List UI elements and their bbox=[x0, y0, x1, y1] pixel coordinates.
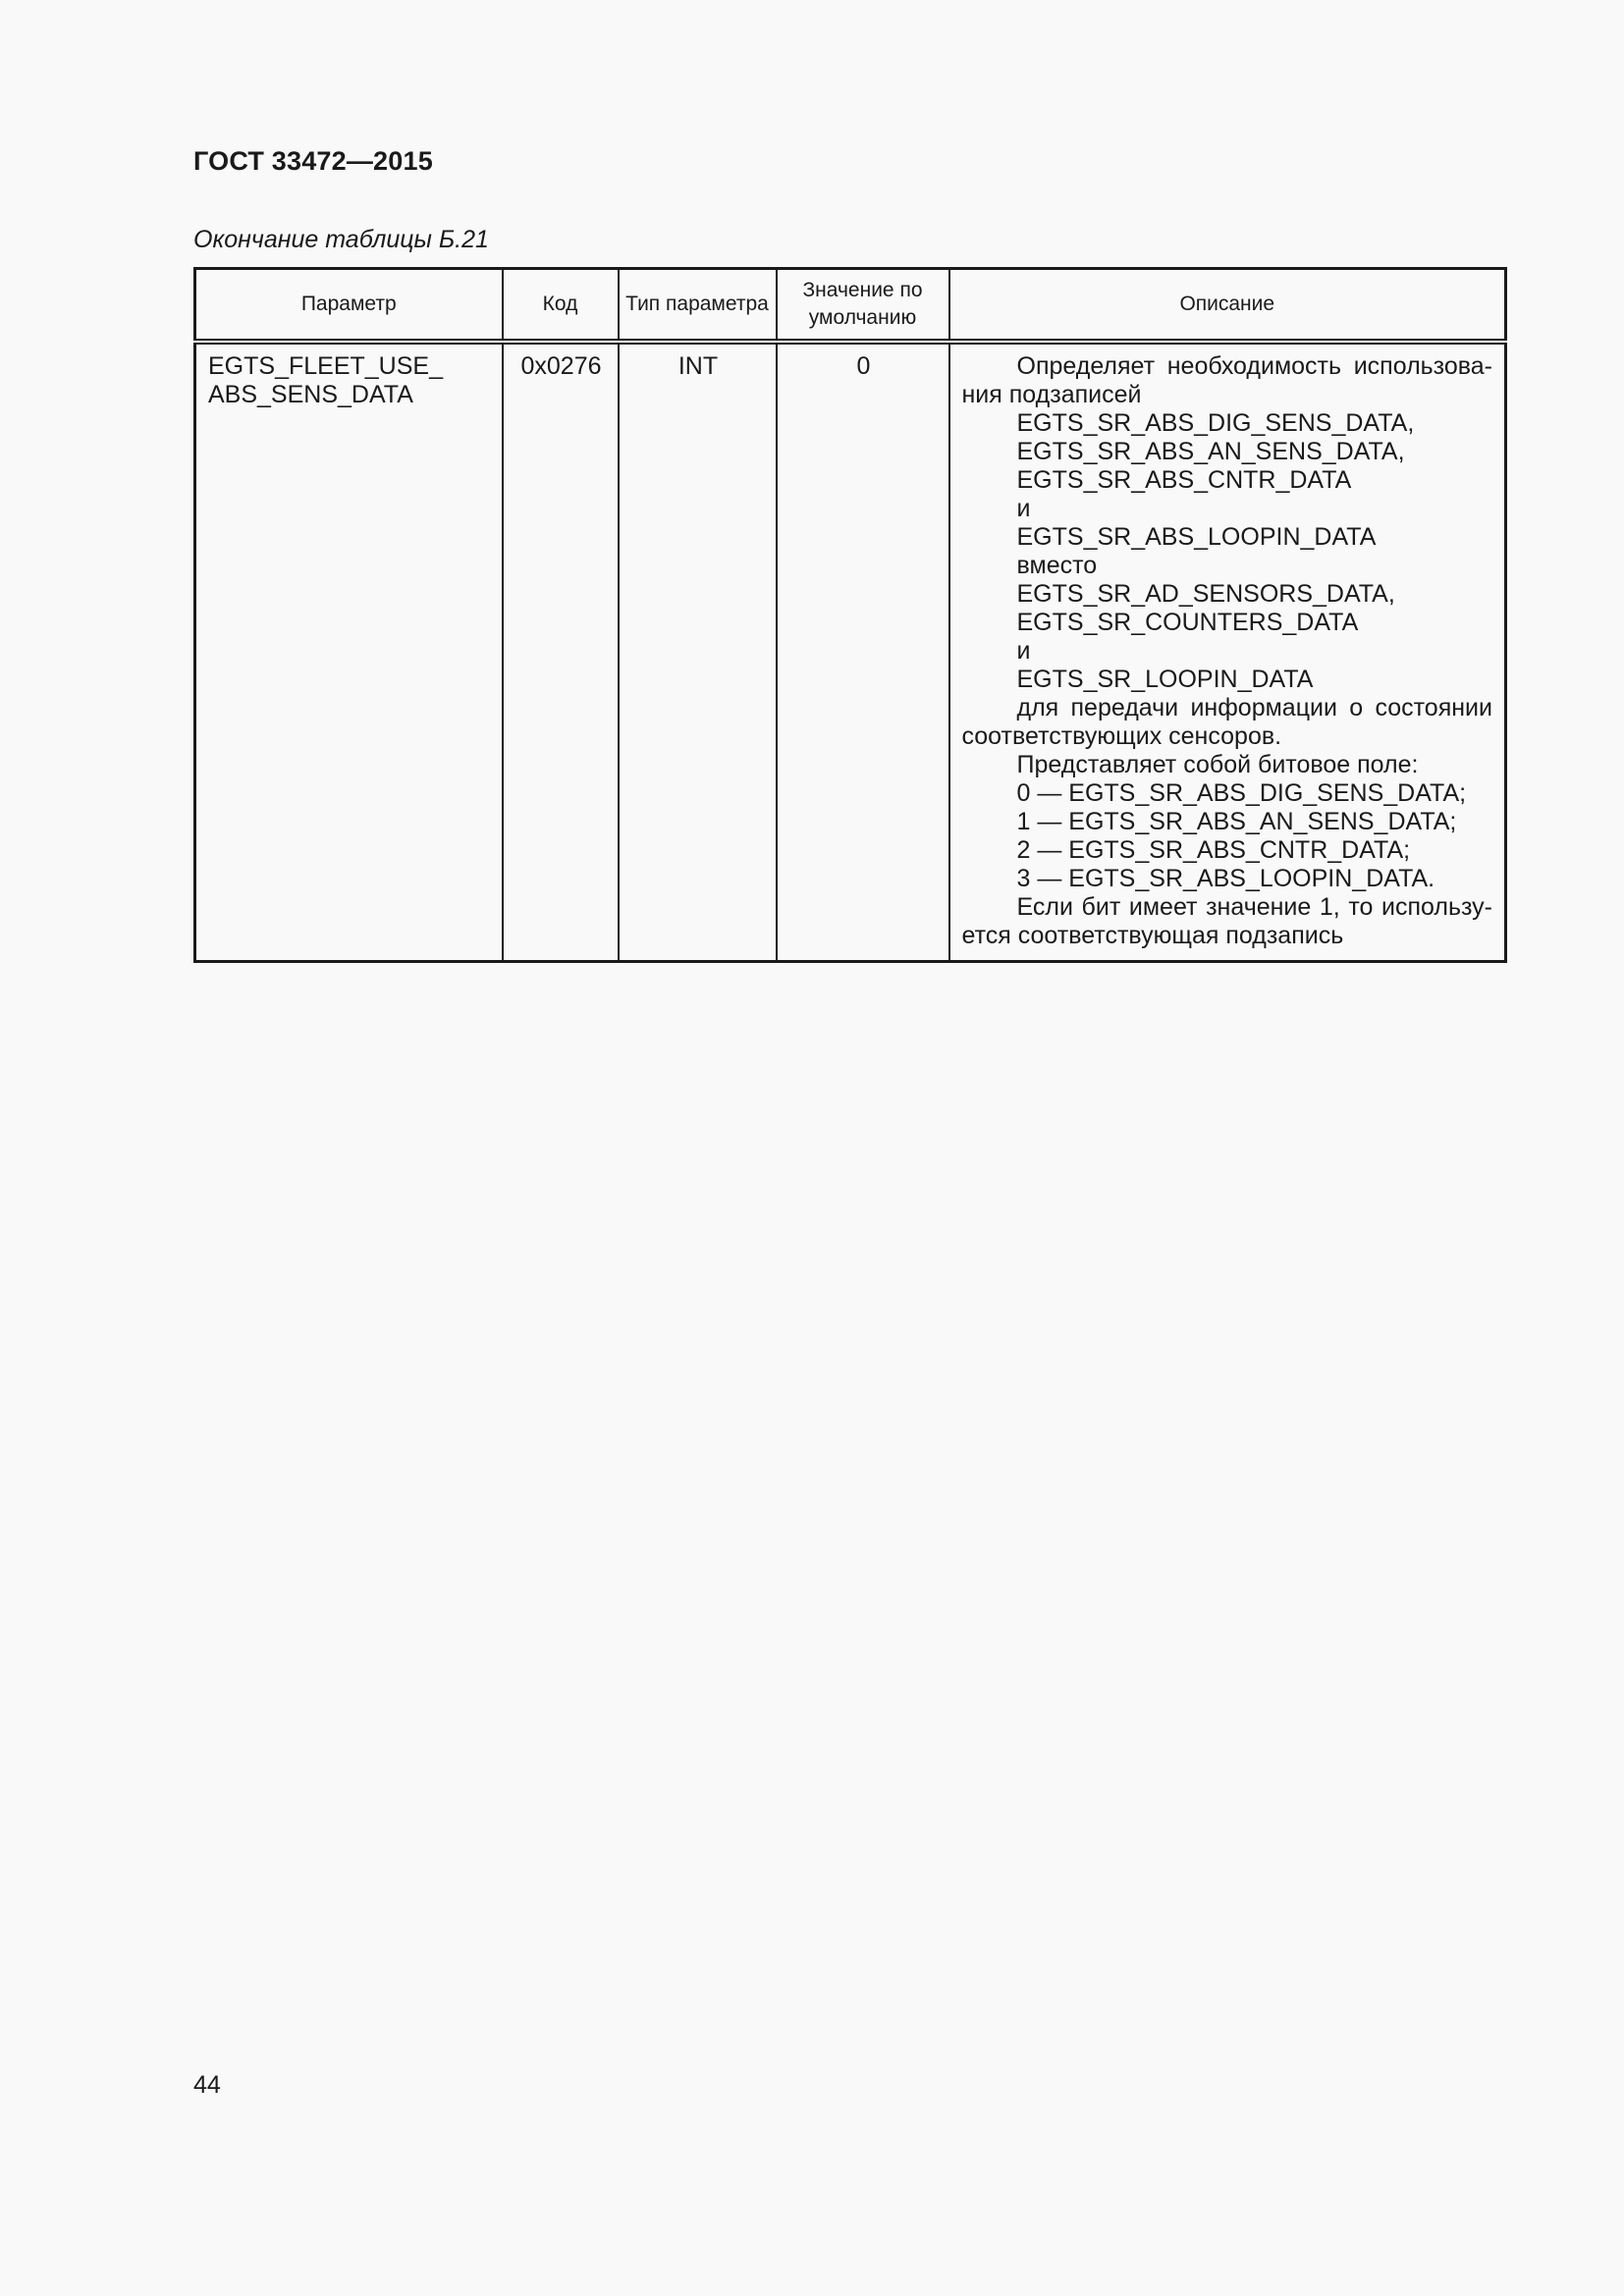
description-line: ется соответствующая подзапись bbox=[961, 922, 1344, 949]
parameter-description-cell bbox=[949, 342, 1506, 962]
description-line: и bbox=[1016, 495, 1031, 522]
parameter-name-line: EGTS_FLEET_USE_ bbox=[208, 352, 443, 380]
parameter-table bbox=[193, 267, 1507, 963]
description-line: Представляет собой битовое поле: bbox=[1016, 751, 1419, 778]
description-line: 1 — EGTS_SR_ABS_AN_SENS_DATA; bbox=[1016, 808, 1457, 835]
column-header-type: Тип параметра bbox=[619, 269, 777, 343]
description-line: EGTS_SR_ABS_LOOPIN_DATA bbox=[1016, 523, 1377, 551]
description-line: 0 — EGTS_SR_ABS_DIG_SENS_DATA; bbox=[1016, 779, 1467, 807]
description-line: EGTS_SR_ABS_CNTR_DATA bbox=[1016, 466, 1352, 494]
column-header-code: Код bbox=[503, 269, 619, 343]
description-line: соответствующих сенсоров. bbox=[961, 722, 1282, 750]
description-line: EGTS_SR_COUNTERS_DATA bbox=[1016, 609, 1359, 636]
description-line: EGTS_SR_LOOPIN_DATA bbox=[1016, 666, 1314, 693]
page-number: 44 bbox=[193, 2071, 221, 2099]
column-header-description: Описание bbox=[949, 269, 1506, 343]
column-header-default: Значение по умолчанию bbox=[777, 269, 949, 343]
document-header: ГОСТ 33472—2015 bbox=[193, 146, 433, 176]
column-header-parameter: Параметр bbox=[195, 269, 503, 343]
parameter-type-cell: INT bbox=[619, 342, 777, 962]
parameter-name-cell bbox=[195, 342, 503, 962]
description-line: EGTS_SR_ABS_AN_SENS_DATA, bbox=[1016, 438, 1405, 465]
table-header-row bbox=[195, 269, 1506, 343]
description-line: для передачи информации о состоянии bbox=[1016, 694, 1492, 721]
description-line: EGTS_SR_ABS_DIG_SENS_DATA, bbox=[1016, 409, 1415, 437]
description-line: 3 — EGTS_SR_ABS_LOOPIN_DATA. bbox=[1016, 865, 1435, 892]
parameter-default-cell: 0 bbox=[777, 342, 949, 962]
table-caption: Окончание таблицы Б.21 bbox=[193, 226, 489, 253]
description-line: ния подзаписей bbox=[961, 381, 1142, 408]
table-row bbox=[195, 342, 1506, 962]
parameter-name-line: ABS_SENS_DATA bbox=[208, 381, 413, 408]
description-line: 2 — EGTS_SR_ABS_CNTR_DATA; bbox=[1016, 836, 1411, 864]
description-line: и bbox=[1016, 637, 1031, 665]
description-line: EGTS_SR_AD_SENSORS_DATA, bbox=[1016, 580, 1395, 608]
description-line: Если бит имеет значение 1, то использу- bbox=[1016, 893, 1492, 921]
description-line: вместо bbox=[1016, 552, 1098, 579]
description-line: Определяет необходимость использова- bbox=[1016, 352, 1492, 380]
parameter-code-cell: 0x0276 bbox=[503, 342, 619, 962]
